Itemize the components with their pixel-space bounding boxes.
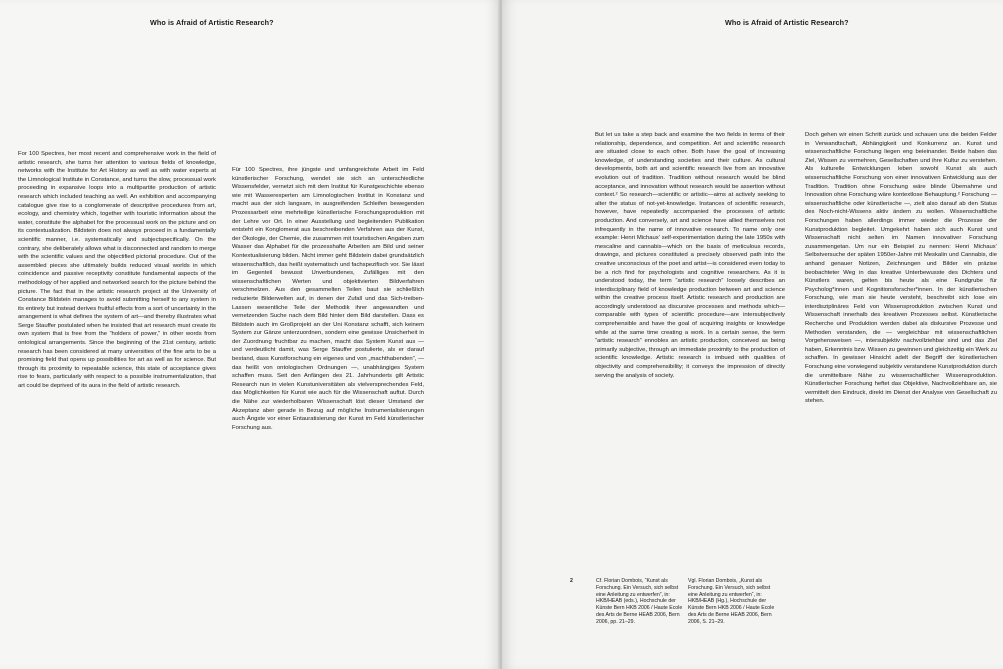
- footnote-german: Vgl. Florian Dombois, „Kunst als Forschung. Ein Versuch, sich selbst eine Anleitung zu entwerfen“, in: HKB/HEAB (Hg.), Hochschule der Künste Bern HKB 2006 / Haute Ecole des Arts de Berne HEAB 2006, Bern 2006, S. 21–29.: [688, 578, 775, 625]
- german-column: [232, 166, 424, 516]
- german-paragraph: Für 100 Spectres, ihre jüngste und umfangreichste Arbeit im Feld künstlerischer Forschung, wendet sie sich an unterschiedliche Wissensfelder, vernetzt sich mit dem Institut für Kunstgeschichte ebenso wie mit Wasserexperten am Limnologischen Institut in Konstanz und macht aus der sich langsam, in ausgreifenden Schleifen bewegenden Prozessarbeit eine mehrteilige künstlerische Forschungsproduktion mit der Lehre vor Ort. In einer Ausstellung und begleitenden Publikation entsteht ein Konglomerat aus beschreibenden Verfahren aus der Kunst, der Ökologie, der Chemie, die zusammen mit touristischen Angaben zum Wasser das Alphabet für die prozesshafte Arbeiten am Bild und seiner Kontextualisierung bilden. Nicht immer geht Bildstein dabei grundsätzlich wissenschaftlich, das heißt systematisch und fachspezifisch vor. Sie lässt im Gegenteil bewusst Unverbundenes, Zufälliges mit den wissenschaftlichen Werten und objektivierten Bildverfahren verschmelzen. Aus den gesammelten Teilen baut sie schließlich reduzierte Bilderwelten auf, in denen der Zufall und das Sich-treiben-Lassen wesentliche Teile der Methodik ihrer angewandten und vernetzenden Suche nach dem Bild hinter dem Bild darstellen. Dass es Bildstein auch im Großprojekt an der Uni Konstanz schafft, sich keinem System zur Gänze unterzuordnen, sondern eine gewisse Unsicherheit in der Zuordnung fruchtbar zu machen, macht das System Kunst aus — und verdeutlicht damit, was Serge Stauffer postulierte, als er darauf bestand, dass Kunstforschung ein eigenes und von „machthabenden“, — das heißt von ontologischen Ordnungen —, unabhängiges System schaffen muss. Seit den Anfängen des 21. Jahrhunderts gilt Artistic Research nun in vielen Kunstuniversitäten als vielversprechendes Feld, das Möglichkeiten für Kunst wie auch für die Wissenschaft auftut. Durch die Nähe zur wiederholbaren Wissenschaft löst dieser Umstand der Akzeptanz aber gerade in Bezug auf mögliche Instrumentalisierungen auch Ängste vor einer Entauratisierung der Kunst im Feld künstlerischer Forschung aus.: [232, 167, 424, 431]
- english-column: [18, 150, 216, 495]
- german-paragraph: Doch gehen wir einen Schritt zurück und schauen uns die beiden Felder in Verwandtschaft, Abhängigkeit und Konkurrenz an. Kunst und wissenschaftliche Forschung liegen eng beieinander. Beide haben das Ziel, Wissen zu vermehren, Gesellschaften und ihre Kultur zu verstehen. Als kulturelle Entwicklungen leben sowohl Kunst als auch wissenschaftliche Forschung von einer innovativen Entwicklung aus der Tradition. Tradition ohne Forschung wäre blinde Übernahme und Innovation ohne Forschung wäre kontextlose Behauptung.² Forschung — wissenschaftliche oder künstlerische —, zielt also darauf ab den Status des Noch-nicht-Wissens aktiv ändern zu wollen. Wissenschaftliche Forschungen haben allerdings immer wieder die Prozesse der Kunstproduktion begleitet. Umgekehrt haben sich auch Kunst und Wissenschaft nicht selten im Namen innovativer Forschung zusammengetan. Um nur ein Beispiel zu nennen: Henri Michaux’ Selbstversuche der späten 1950er-Jahre mit Meskalin und Cannabis, die anhand genauer Notizen, Zeichnungen und Bilder ein präzise beobachteter Weg in das kreative Unterbewusste des Dichters und Künstlers waren, gelten bis heute als eine Fundgrube für Psycholog*innen und Kognitionsforscher*innen. In der künstlerischen Forschung, wie man sie heute versteht, beschreibt sich lose ein interdisziplinäres Feld von Wissensproduktion zwischen Kunst und Wissenschaft innerhalb des kreativen Prozesses selbst. Künstlerische Recherche und Produktion werden dabei als diskursive Prozesse und Methoden verstanden, die — vergleichbar mit wissenschaftlichen Vorgehensweisen —, intersubjektiv nachvollziehbar sind und das Ziel haben, Erkenntnis bzw. Wissen zu gewinnen und gleichzeitig ein Werk zu schaffen. In gewisser Hinsicht adelt der Begriff der künstlerischen Forschung eine vorwiegend subjektiv verstandene Kunstproduktion durch die unmittelbare Nähe zu wissenschaftlicher Wissensproduktion. Künstlerischer Forschung heftet das Objektive, Nachvollziehbare an, sie vermittelt den Eindruck, direkt im Dienst der Analyse von Gesellschaft zu stehen.: [805, 132, 997, 405]
- footnote-number: 2: [570, 578, 573, 584]
- english-paragraph: For 100 Spectres, her most recent and comprehensive work in the field of artistic research, she turns her attention to various fields of knowledge, networks with the Institute for Art History as well as with water experts at the Limnological Institute in Constance, and turns the slow, processual work proceeding in expansive loops into a multipartite production of artistic research which included teaching as well. An exhibition and accompanying catalogue give rise to a conglomerate of descriptive procedures from art, ecology, and chemistry which, together with touristic information about the water, constitute the alphabet for the processual work on the picture and on its contextualization. Bildstein does not always proceed in a fundamentally scientific manner, i.e. systematically and subjectspecifically. On the contrary, she deliberately allows what is disconnected and random to merge with the scientific values and the objectified pictorial procedure. Out of the assembled pieces she ultimately builds reduced visual worlds in which coincidence and passive receptivity constitute fundamental aspects of the methodology of her applied and networked search for the picture behind the picture. The fact that in the artistic research project at the University of Constance Bildstein manages to avoid submitting herself to any system in its entirety but instead derives fruitful effects from a sort of uncertainty in the arrangement is what defines the system of art—and thereby illustrates what Serge Stauffer postulated when he insisted that art research must create its own system that is free from the “holders of power,” in other words from ontological arrangements. Since the beginning of the 21st century, artistic research has been considered at many universities of the fine arts to be a promising field that opens up possibilities for art as well as for science. But through its proximity to repeatable science, this state of acceptance gives rise to fears, particularly with respect to a possible instrumentalization, that art could be deprived of its aura in the field of artistic research.: [18, 151, 216, 390]
- german-column: [805, 131, 997, 481]
- left-page: [0, 0, 500, 669]
- english-column: [595, 131, 785, 481]
- english-paragraph: But let us take a step back and examine the two fields in terms of their relationship, dependence, and competition. Art and scientific research are situated close to each other. Both have the goal of increasing knowledge, of understanding societies and their culture. As cultural developments, both art and scientific research live from an innovative evolution out of tradition. Tradition without research would be blind acceptance, and innovation without research would be assertion without context.² So research—scientific or artistic—aims at actively seeking to alter the status of not-yet-knowledge. Instances of scientific research, however, have repeatedly accompanied the processes of artistic production. And conversely, art and science have allied themselves not infrequently in the name of innovative research. To name only one example: Henri Michaux’ self-experimentation during the late 1950s with mescaline and cannabis—which on the basis of meticulous records, drawings, and pictures constituted a precisely observed path into the creative unconscious of the poet and artist—is considered even today to be a rich find for psychologists and cognitive researchers. As it is understood today, the term “artistic research” loosely describes an interdisciplinary field of knowledge production between art and science within the creative process itself. Artistic research and production are accordingly understood as discursive processes and methods which—comparable with types of scientific procedure—are intersubjectively comprehensible and have the goal of acquiring insights or knowledge while at the same time creating a work. In a certain sense, the term “artistic research” ennobles an artistic production, conceived as being primarily subjective, through an immediate proximity to the production of scientific knowledge. Artistic research is imbued with qualities of objectivity and comprehensibility; it conveys the impression of directly serving the analysis of society.: [595, 132, 785, 379]
- running-head: Who is Afraid of Artistic Research?: [725, 18, 849, 27]
- footnote-english: Cf. Florian Dombois, “Kunst als Forschung. Ein Versuch, sich selbst eine Anleitung zu entwerfen”, in: HKB/HEAB (eds.), Hochschule der Künste Bern HKB 2006 / Haute Ecole des Arts de Berne HEAB 2006, Bern 2006, pp. 21–29.: [596, 578, 683, 625]
- running-head: Who is Afraid of Artistic Research?: [150, 18, 274, 27]
